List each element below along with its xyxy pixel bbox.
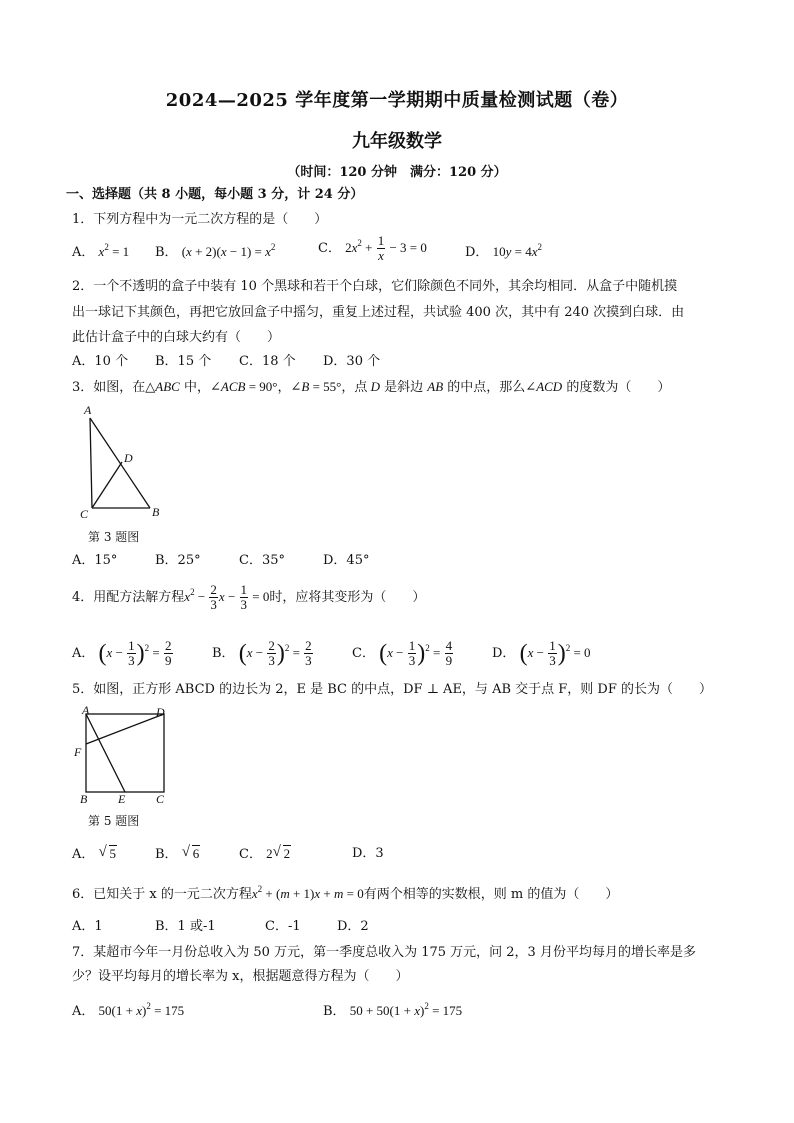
q6-option-c: C．-1 [265, 919, 301, 934]
q5-option-a: A． √ 5 [72, 844, 117, 862]
q3-option-a: A．15° [72, 553, 118, 568]
q4-option-a: A． (x − $\frac{1}{3}$ )$^2$ = $\frac{2}{9}$ [72, 638, 172, 668]
q1-option-b: B． $(x + 2)(x - 1) = x^2$ [155, 242, 276, 260]
q3-caption: 第 3 题图 [88, 530, 140, 544]
q2-line-3: 此估计盒子中的白球大约有（ ） [72, 330, 281, 345]
q5-label-f: F [74, 745, 82, 759]
q4-option-c: C． (x − $\frac{1}{3}$ )$^2$ = $\frac{4}{9}$ [352, 638, 453, 668]
q3-triangle-figure [78, 400, 168, 522]
q5-label-e: E [118, 792, 126, 806]
q1-stem: 1．下列方程中为一元二次方程的是（ ） [72, 212, 328, 227]
q3-label-a: A [84, 403, 92, 417]
exam-subject: 九年级数学 [352, 131, 442, 152]
q2-line-1: 2．一个不透明的盒子中装有 10 个黑球和若干个白球，它们除颜色不同外，其余均相同．从盒子中随机摸 [72, 279, 678, 294]
q3-option-b: B．25° [155, 553, 201, 568]
q6-option-d: D．2 [337, 919, 369, 934]
q7-option-b: B． $50 + 50(1 + x)^2 = 175$ [323, 1001, 463, 1019]
q4-option-b: B． (x − $\frac{2}{3}$ )$^2$ = $\frac{2}{3}$ [212, 638, 312, 668]
q1-option-a: A． $x^2 = 1$ [72, 242, 130, 260]
q1-option-c: C． $2x^2$ + $\frac{1}{x}$ − 3 = 0 [318, 233, 427, 263]
q7-option-a: A． $50(1 + x)^2 = 175$ [72, 1001, 185, 1019]
q7-line-1: 7．某超市今年一月份总收入为 50 万元，第一季度总收入为 175 万元，问 2，3 月份平均每月的增长率是多 [72, 945, 696, 960]
q5-option-d: D．3 [352, 846, 384, 861]
q2-option-c: C．18 个 [239, 354, 296, 369]
q2-line-2: 出一球记下其颜色，再把它放回盒子中摇匀，重复上述过程，共试验 400 次，其中有 240 次摸到白球．由 [72, 305, 685, 320]
exam-title: 2024—2025 学年度第一学期期中质量检测试题（卷） [165, 90, 629, 111]
q3-option-d: D．45° [323, 553, 370, 568]
q7-line-2: 少？设平均每月的增长率为 x，根据题意得方程为（ ） [72, 969, 409, 984]
q5-option-c: C． 2 √ 2 [239, 844, 291, 862]
q3-label-c: C [80, 507, 89, 521]
exam-info: （时间：120 分钟 满分：120 分） [287, 165, 507, 180]
q1-option-d: D． $10y = 4x^2$ [465, 242, 542, 260]
q5-caption: 第 5 题图 [88, 814, 140, 828]
q5-stem: 5．如图，正方形 ABCD 的边长为 2，E 是 BC 的中点，DF ⊥ AE，与 AB 交于点 F，则 DF 的长为（ ） [72, 682, 712, 697]
q5-label-a: A [82, 704, 90, 717]
q3-label-d: D [124, 451, 133, 465]
q6-option-a: A．1 [72, 919, 103, 934]
q4-stem: 4．用配方法解方程$x^2$ − $\frac{2}{3}$ x − $\frac{1}{3}$ = 0时，应将其变形为（ ） [72, 582, 426, 612]
q2-option-b: B．15 个 [155, 354, 212, 369]
q2-option-d: D．30 个 [323, 354, 381, 369]
q5-label-b: B [80, 792, 88, 806]
q5-label-c: C [156, 792, 165, 806]
q3-label-b: B [152, 505, 160, 519]
q3-option-c: C．35° [239, 553, 285, 568]
q5-option-b: B． √ 6 [155, 844, 200, 862]
q6-stem: 6．已知关于 x 的一元二次方程$x^2 + (m + 1)x + m = 0$有两个相等的实数根，则 m 的值为（ ） [72, 884, 619, 902]
q5-square-figure [70, 704, 178, 806]
section-heading: 一、选择题（共 8 小题，每小题 3 分，计 24 分） [66, 187, 364, 202]
q6-option-b: B．1 或-1 [155, 919, 216, 934]
q5-label-d: D [156, 705, 165, 719]
q2-option-a: A．10 个 [72, 354, 129, 369]
q4-option-d: D． (x − $\frac{1}{3}$ )$^2$ = 0 [492, 638, 591, 668]
q3-stem: 3．如图，在△ABC 中，∠ACB = 90°，∠B = 55°，点 D 是斜边 AB 的中点，那么∠ACD 的度数为（ ） [72, 379, 671, 395]
